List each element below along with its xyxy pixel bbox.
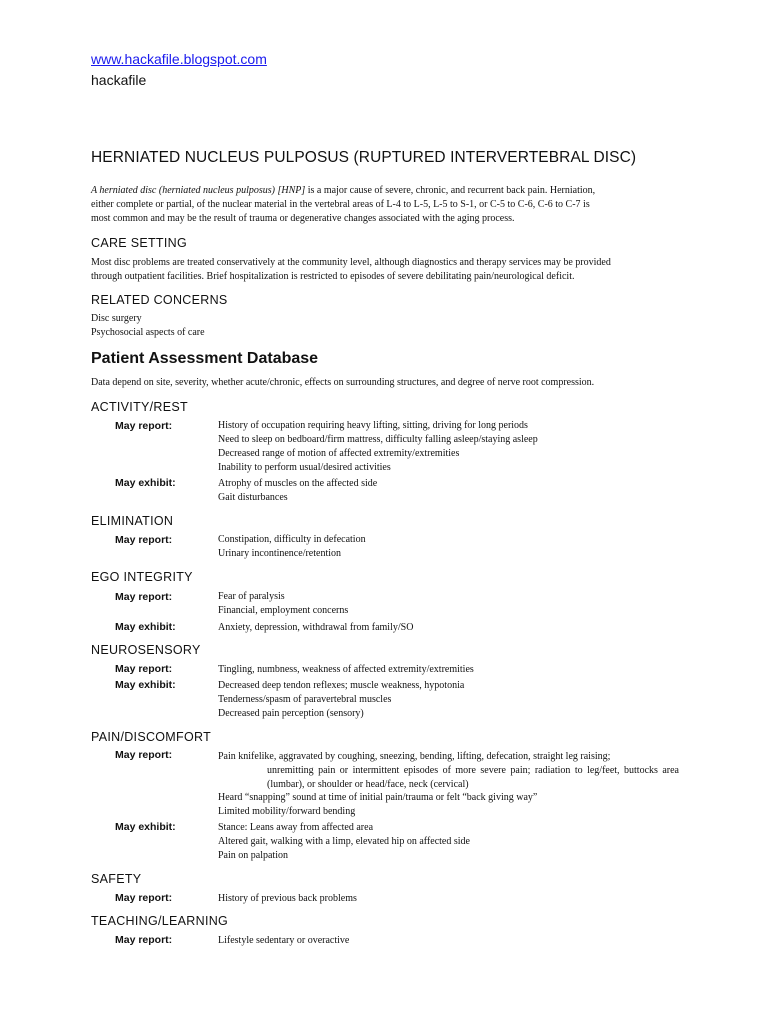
neurosensory-heading: NEUROSENSORY	[91, 643, 201, 657]
ego-integrity-heading: EGO INTEGRITY	[91, 570, 193, 584]
may-exhibit-label: May exhibit:	[115, 477, 176, 489]
elimination-heading: ELIMINATION	[91, 514, 174, 528]
site-name: hackafile	[91, 72, 147, 88]
care-setting-line-2: through outpatient facilities. Brief hospitalization is restricted to episodes of severe debilitating pain/neurological deficit.	[91, 271, 575, 282]
list-item: Lifestyle sedentary or overactive	[218, 935, 350, 946]
intro-line-1-rest: is a major cause of severe, chronic, and recurrent back pain. Herniation,	[305, 185, 596, 196]
teaching-learning-heading: TEACHING/LEARNING	[91, 914, 229, 928]
page-title: HERNIATED NUCLEUS PULPOSUS (RUPTURED INTERVERTEBRAL DISC)	[91, 149, 637, 166]
may-report-label: May report:	[115, 663, 173, 675]
may-report-label: May report:	[115, 934, 173, 946]
pain-discomfort-heading: PAIN/DISCOMFORT	[91, 730, 212, 744]
related-concerns-list	[91, 312, 679, 340]
list-item: History of previous back problems	[218, 893, 357, 904]
list-item: Atrophy of muscles on the affected side	[218, 478, 378, 489]
blog-link[interactable]: www.hackafile.blogspot.com	[91, 51, 267, 67]
pain-report-paragraph	[218, 750, 679, 792]
may-report-label: May report:	[115, 749, 173, 761]
pain-report-continuation: unremitting pain or intermittent episodes of more severe pain; radiation to leg/feet, buttocks area (lumbar), or shoulder or head/face, neck (cervical)	[267, 765, 679, 790]
intro-line-2: either complete or partial, of the nuclear material in the vertebral areas of L-4 to L-5, L-5 to S-1, or C-5 to C-6, C-6 to C-7 is	[91, 199, 590, 210]
may-exhibit-label: May exhibit:	[115, 821, 176, 833]
intro-paragraph	[91, 184, 679, 226]
may-report-label: May report:	[115, 892, 173, 904]
list-item: Decreased pain perception (sensory)	[218, 708, 364, 719]
list-item: Disc surgery	[91, 313, 142, 324]
list-item: Stance: Leans away from affected area	[218, 822, 374, 833]
list-item: Psychosocial aspects of care	[91, 327, 205, 338]
list-item: Financial, employment concerns	[218, 605, 349, 616]
intro-italic: A herniated disc (herniated nucleus pulposus) [HNP]	[91, 185, 306, 196]
database-intro: Data depend on site, severity, whether acute/chronic, effects on surrounding structures, and degree of nerve root compression.	[91, 377, 595, 388]
list-item: Heard “snapping” sound at time of initial pain/trauma or felt “back giving way”	[218, 792, 538, 803]
list-item: Need to sleep on bedboard/firm mattress, difficulty falling asleep/staying asleep	[218, 434, 538, 445]
database-heading: Patient Assessment Database	[91, 350, 319, 367]
list-item: Limited mobility/forward bending	[218, 806, 356, 817]
list-item: Pain on palpation	[218, 850, 288, 861]
list-item: Decreased deep tendon reflexes; muscle weakness, hypotonia	[218, 680, 465, 691]
list-item: Decreased range of motion of affected extremity/extremities	[218, 448, 460, 459]
care-setting-line-1: Most disc problems are treated conservatively at the community level, although diagnostics and therapy services may be provided	[91, 257, 611, 268]
list-item: Anxiety, depression, withdrawal from family/SO	[218, 622, 414, 633]
may-exhibit-label: May exhibit:	[115, 621, 176, 633]
list-item: Inability to perform usual/desired activities	[218, 462, 391, 473]
related-concerns-heading: RELATED CONCERNS	[91, 293, 228, 307]
care-setting-paragraph	[91, 256, 679, 284]
list-item: Tenderness/spasm of paravertebral muscles	[218, 694, 392, 705]
may-exhibit-label: May exhibit:	[115, 679, 176, 691]
list-item: Urinary incontinence/retention	[218, 548, 342, 559]
may-report-label: May report:	[115, 420, 173, 432]
intro-line-1	[91, 184, 679, 198]
list-item: Gait disturbances	[218, 492, 288, 503]
safety-heading: SAFETY	[91, 872, 142, 886]
may-report-label: May report:	[115, 591, 173, 603]
intro-line-3: most common and may be the result of trauma or degenerative changes associated with the aging process.	[91, 213, 515, 224]
activity-rest-heading: ACTIVITY/REST	[91, 400, 188, 414]
list-item: Tingling, numbness, weakness of affected extremity/extremities	[218, 664, 474, 675]
pain-report-first-line: Pain knifelike, aggravated by coughing, sneezing, bending, lifting, defecation, straight leg raising;	[218, 751, 611, 762]
list-item: Altered gait, walking with a limp, elevated hip on affected side	[218, 836, 470, 847]
list-item: History of occupation requiring heavy lifting, sitting, driving for long periods	[218, 420, 528, 431]
care-setting-heading: CARE SETTING	[91, 236, 187, 250]
may-report-label: May report:	[115, 534, 173, 546]
list-item: Fear of paralysis	[218, 591, 285, 602]
list-item: Constipation, difficulty in defecation	[218, 534, 366, 545]
